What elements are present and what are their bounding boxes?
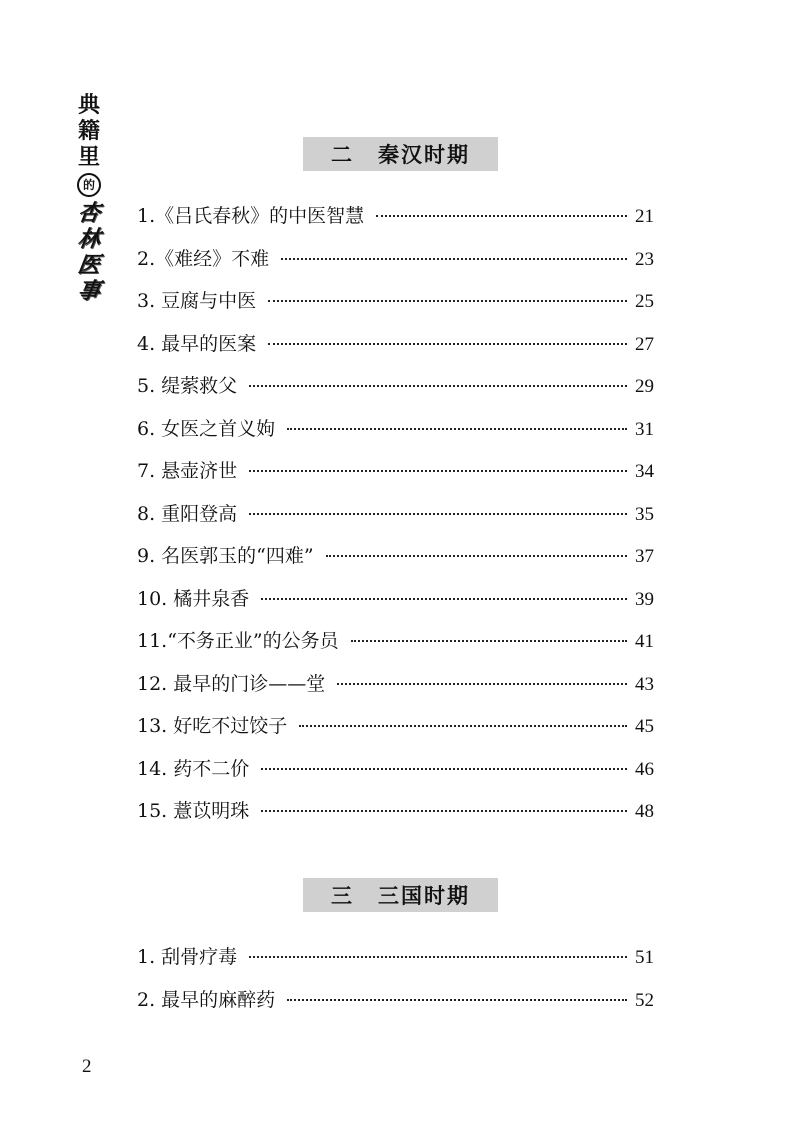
- toc-entry[interactable]: [137, 985, 654, 1028]
- section-header-three-kingdoms: [303, 878, 498, 912]
- leader-dots: [249, 513, 627, 515]
- toc-entry-title: 10. 橘井泉香: [137, 587, 250, 610]
- toc-entry-title: 9. 名医郭玉的“四难”: [137, 545, 314, 567]
- toc-entry[interactable]: [137, 244, 654, 287]
- toc-entry[interactable]: [137, 201, 654, 244]
- side-title-char: 里: [77, 144, 100, 170]
- leader-dots: [326, 555, 627, 557]
- section-number: 三: [331, 883, 354, 908]
- toc-entry-page: 43: [635, 673, 654, 695]
- leader-dots: [261, 598, 627, 600]
- toc-entry[interactable]: [137, 371, 654, 414]
- section-title: 秦汉时期: [378, 142, 470, 167]
- toc-entry-title: 2. 最早的麻醉药: [137, 988, 276, 1011]
- leader-dots: [337, 683, 627, 685]
- toc-entry[interactable]: [137, 711, 654, 754]
- leader-dots: [249, 956, 627, 958]
- leader-dots: [268, 300, 627, 302]
- toc-entry-page: 48: [635, 801, 654, 822]
- toc-entry-page: 27: [635, 333, 654, 355]
- leader-dots: [287, 428, 627, 430]
- side-title-deco-char: 杏: [76, 200, 102, 226]
- toc-entry-title: 12. 最早的门诊——堂: [137, 672, 326, 695]
- section-number: 二: [331, 142, 354, 167]
- toc-entry[interactable]: [137, 286, 654, 329]
- toc-entry-title: 1.《吕氏春秋》的中医智慧: [137, 205, 365, 227]
- side-title-char: 籍: [77, 118, 100, 144]
- toc-entry-page: 46: [635, 758, 654, 780]
- side-title-small-char: 的: [77, 173, 101, 197]
- toc-entry-page: 35: [635, 503, 654, 525]
- toc-entry-title: 5. 缇萦救父: [137, 375, 238, 397]
- section-title: 三国时期: [378, 883, 470, 908]
- toc-entry-title: 4. 最早的医案: [137, 332, 257, 355]
- toc-entry-page: 29: [635, 376, 654, 397]
- leader-dots: [351, 640, 627, 642]
- toc-entry[interactable]: [137, 669, 654, 712]
- toc-entry[interactable]: [137, 456, 654, 499]
- section-header-qin-han: [303, 137, 498, 171]
- toc-entry-page: 34: [635, 461, 654, 482]
- leader-dots: [281, 258, 627, 260]
- toc-entry-title: 7. 悬壶济世: [137, 460, 238, 482]
- toc-entry[interactable]: [137, 754, 654, 797]
- toc-entry-page: 51: [635, 947, 654, 968]
- toc-entry-page: 41: [635, 631, 654, 652]
- toc-entry-title: 2.《难经》不难: [137, 247, 270, 270]
- toc-entry[interactable]: [137, 942, 654, 985]
- leader-dots: [261, 810, 627, 812]
- side-title-char: 典: [77, 92, 100, 118]
- toc-entry-page: 21: [635, 206, 654, 227]
- leader-dots: [249, 470, 627, 472]
- toc-entry-page: 52: [635, 989, 654, 1011]
- toc-entry[interactable]: [137, 499, 654, 542]
- page-number: 2: [82, 1056, 92, 1077]
- toc-entry-title: 15. 薏苡明珠: [137, 800, 250, 822]
- toc-entry-title: 14. 药不二价: [137, 757, 250, 780]
- leader-dots: [287, 999, 627, 1001]
- toc-entry-title: 13. 好吃不过饺子: [137, 715, 288, 737]
- toc-list-three-kingdoms: [137, 942, 654, 1027]
- side-title-deco-char: 医: [76, 252, 102, 278]
- toc-entry-title: 8. 重阳登高: [137, 502, 238, 525]
- side-title-deco-char: 林: [76, 226, 102, 252]
- toc-entry-title: 3. 豆腐与中医: [137, 290, 257, 312]
- toc-entry[interactable]: [137, 626, 654, 669]
- toc-entry[interactable]: [137, 414, 654, 457]
- leader-dots: [299, 725, 627, 727]
- toc-entry-page: 45: [635, 716, 654, 737]
- toc-entry-title: 11.“不务正业”的公务员: [137, 630, 339, 652]
- toc-entry[interactable]: [137, 541, 654, 584]
- toc-entry-title: 1. 刮骨疗毒: [137, 946, 238, 968]
- leader-dots: [249, 385, 627, 387]
- leader-dots: [261, 768, 627, 770]
- toc-list-qin-han: [137, 201, 654, 839]
- leader-dots: [268, 343, 627, 345]
- toc-entry-page: 39: [635, 588, 654, 610]
- toc-entry[interactable]: [137, 796, 654, 839]
- toc-entry-page: 23: [635, 248, 654, 270]
- side-title-deco-char: 事: [76, 278, 102, 304]
- toc-entry[interactable]: [137, 584, 654, 627]
- side-book-title: [74, 92, 104, 304]
- toc-entry[interactable]: [137, 329, 654, 372]
- toc-entry-page: 37: [635, 546, 654, 567]
- leader-dots: [376, 215, 627, 217]
- toc-entry-page: 25: [635, 291, 654, 312]
- toc-entry-page: 31: [635, 418, 654, 440]
- toc-entry-title: 6. 女医之首义姁: [137, 417, 276, 440]
